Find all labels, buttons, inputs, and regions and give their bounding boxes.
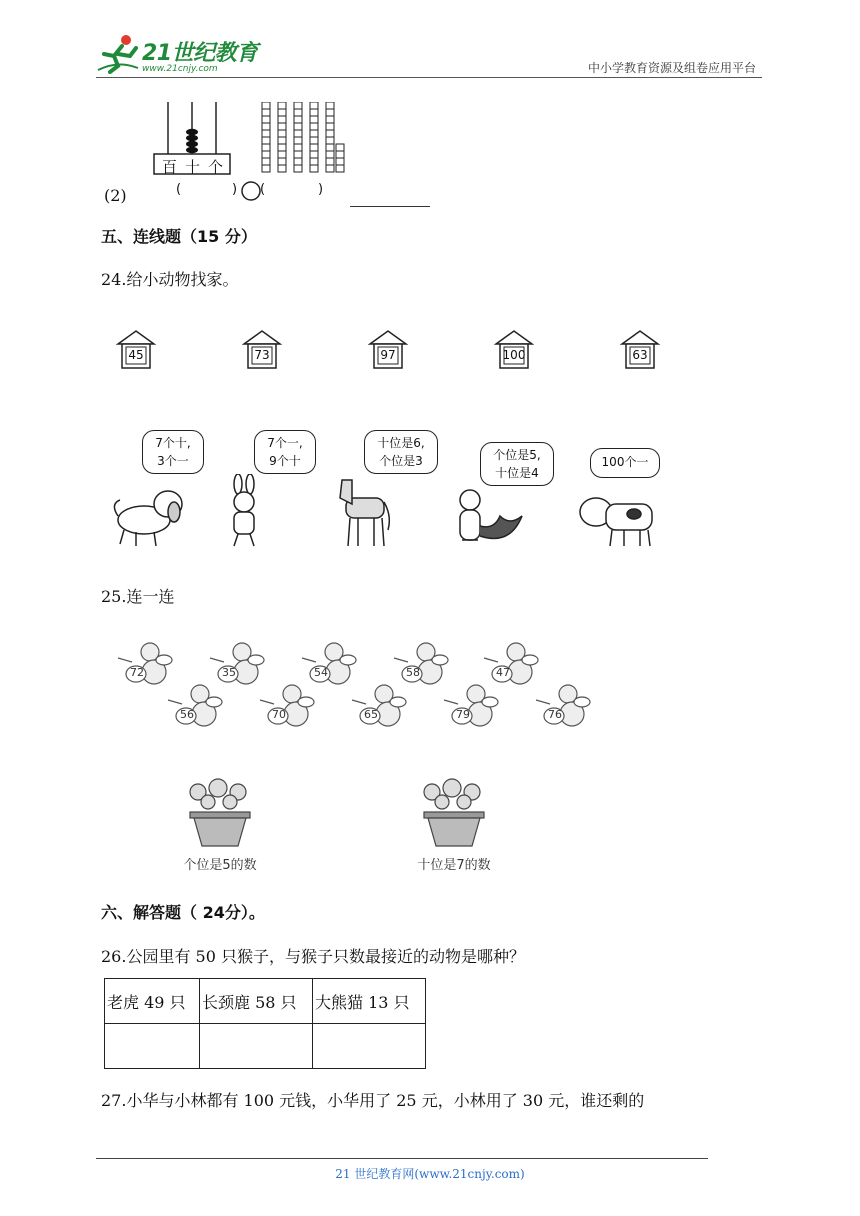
bees-area — [108, 632, 598, 744]
flower-pot-ones-5[interactable] — [172, 778, 268, 874]
animal-rabbit[interactable] — [218, 428, 318, 552]
subquestion-label: (2) — [104, 186, 127, 205]
speech-bubble: 十位是6, 个位是3 — [364, 430, 438, 474]
speech-bubble: 100个一 — [590, 448, 660, 478]
table-header-cell: 长颈鹿 58 只 — [200, 979, 313, 1024]
bee-number: 72 — [130, 666, 144, 679]
houses-row — [110, 328, 670, 372]
house[interactable] — [494, 328, 534, 370]
house-number: 45 — [128, 348, 144, 362]
animal-count-table — [104, 978, 426, 1069]
bee-number: 58 — [406, 666, 420, 679]
house-number: 73 — [254, 348, 270, 362]
bee-icon — [348, 678, 408, 732]
table-header-cell: 老虎 49 只 — [105, 979, 200, 1024]
blank-paren-close-2: ) — [318, 182, 324, 197]
animal-dog[interactable] — [106, 428, 206, 552]
brand-name: 21世纪教育 — [142, 41, 258, 66]
bee-number: 54 — [314, 666, 328, 679]
house[interactable] — [620, 328, 660, 370]
animals-row — [106, 428, 676, 554]
bee-icon — [164, 678, 224, 732]
bee-number: 79 — [456, 708, 470, 721]
table-row — [105, 979, 426, 1024]
table-header-cell: 大熊猫 13 只 — [313, 979, 426, 1024]
house-number: 63 — [632, 348, 648, 362]
house[interactable] — [368, 328, 408, 370]
answer-cell[interactable] — [105, 1024, 200, 1069]
answer-line[interactable] — [350, 206, 430, 207]
question-25: 25.连一连 — [101, 587, 175, 606]
horse-icon — [332, 476, 392, 550]
counting-blocks — [260, 102, 352, 176]
flower-pot-tens-7[interactable] — [406, 778, 502, 874]
footer-divider — [96, 1158, 708, 1159]
squirrel-icon — [450, 486, 530, 550]
question-27: 27.小华与小林都有 100 元钱，小华用了 25 元，小林用了 30 元，谁还剩的 — [101, 1091, 645, 1110]
speech-bubble: 7个十, 3个一 — [142, 430, 204, 474]
blank-paren-open-2: ( — [260, 182, 266, 197]
question-24: 24.给小动物找家。 — [101, 270, 239, 289]
platform-title: 中小学教育资源及组卷应用平台 — [587, 61, 756, 75]
bee-icon — [256, 678, 316, 732]
section-title-5: 五、连线题（15 分） — [101, 227, 257, 246]
bee-icon — [440, 678, 500, 732]
flower-pot-icon — [178, 778, 262, 848]
bee-number: 47 — [496, 666, 510, 679]
dog-icon — [110, 476, 190, 548]
blank-paren-open: ( — [176, 182, 182, 197]
abacus-columns: 百十个 — [162, 158, 232, 176]
bee-number: 35 — [222, 666, 236, 679]
house[interactable] — [116, 328, 156, 370]
rabbit-icon — [220, 474, 270, 550]
bee[interactable] — [440, 678, 500, 732]
bee-icon — [532, 678, 592, 732]
animal-horse[interactable] — [330, 428, 446, 552]
bee-number: 65 — [364, 708, 378, 721]
site-logo — [96, 30, 266, 80]
bee[interactable] — [256, 678, 316, 732]
house[interactable] — [242, 328, 282, 370]
abacus-figure — [100, 98, 440, 210]
pot-label: 个位是5的数 — [183, 858, 257, 873]
bee-number: 56 — [180, 708, 194, 721]
bee[interactable] — [532, 678, 592, 732]
table-row — [105, 1024, 426, 1069]
brand-url: www.21cnjy.com — [142, 64, 218, 74]
speech-bubble: 个位是5, 十位是4 — [480, 442, 554, 486]
animal-squirrel[interactable] — [446, 428, 562, 552]
question-26: 26.公园里有 50 只猴子，与猴子只数最接近的动物是哪种？ — [101, 947, 525, 966]
bee[interactable] — [164, 678, 224, 732]
house-number: 97 — [380, 348, 396, 362]
cow-icon — [576, 488, 660, 550]
house-number: 100 — [502, 348, 526, 362]
bee[interactable] — [348, 678, 408, 732]
blank-paren-close: ) — [232, 182, 238, 197]
bee-number: 70 — [272, 708, 286, 721]
header-divider — [96, 77, 762, 78]
pot-label: 十位是7的数 — [417, 858, 491, 873]
answer-cell[interactable] — [200, 1024, 313, 1069]
compare-circle[interactable] — [240, 180, 262, 202]
section-title-6: 六、解答题（ 24分）。 — [101, 903, 265, 922]
bee-number: 76 — [548, 708, 562, 721]
speech-bubble: 7个一, 9个十 — [254, 430, 316, 474]
flower-pot-icon — [412, 778, 496, 848]
answer-cell[interactable] — [313, 1024, 426, 1069]
runner-icon — [96, 34, 140, 74]
animal-cow[interactable] — [576, 428, 676, 552]
footer-text: 21 世纪教育网(www.21cnjy.com) — [335, 1167, 525, 1181]
